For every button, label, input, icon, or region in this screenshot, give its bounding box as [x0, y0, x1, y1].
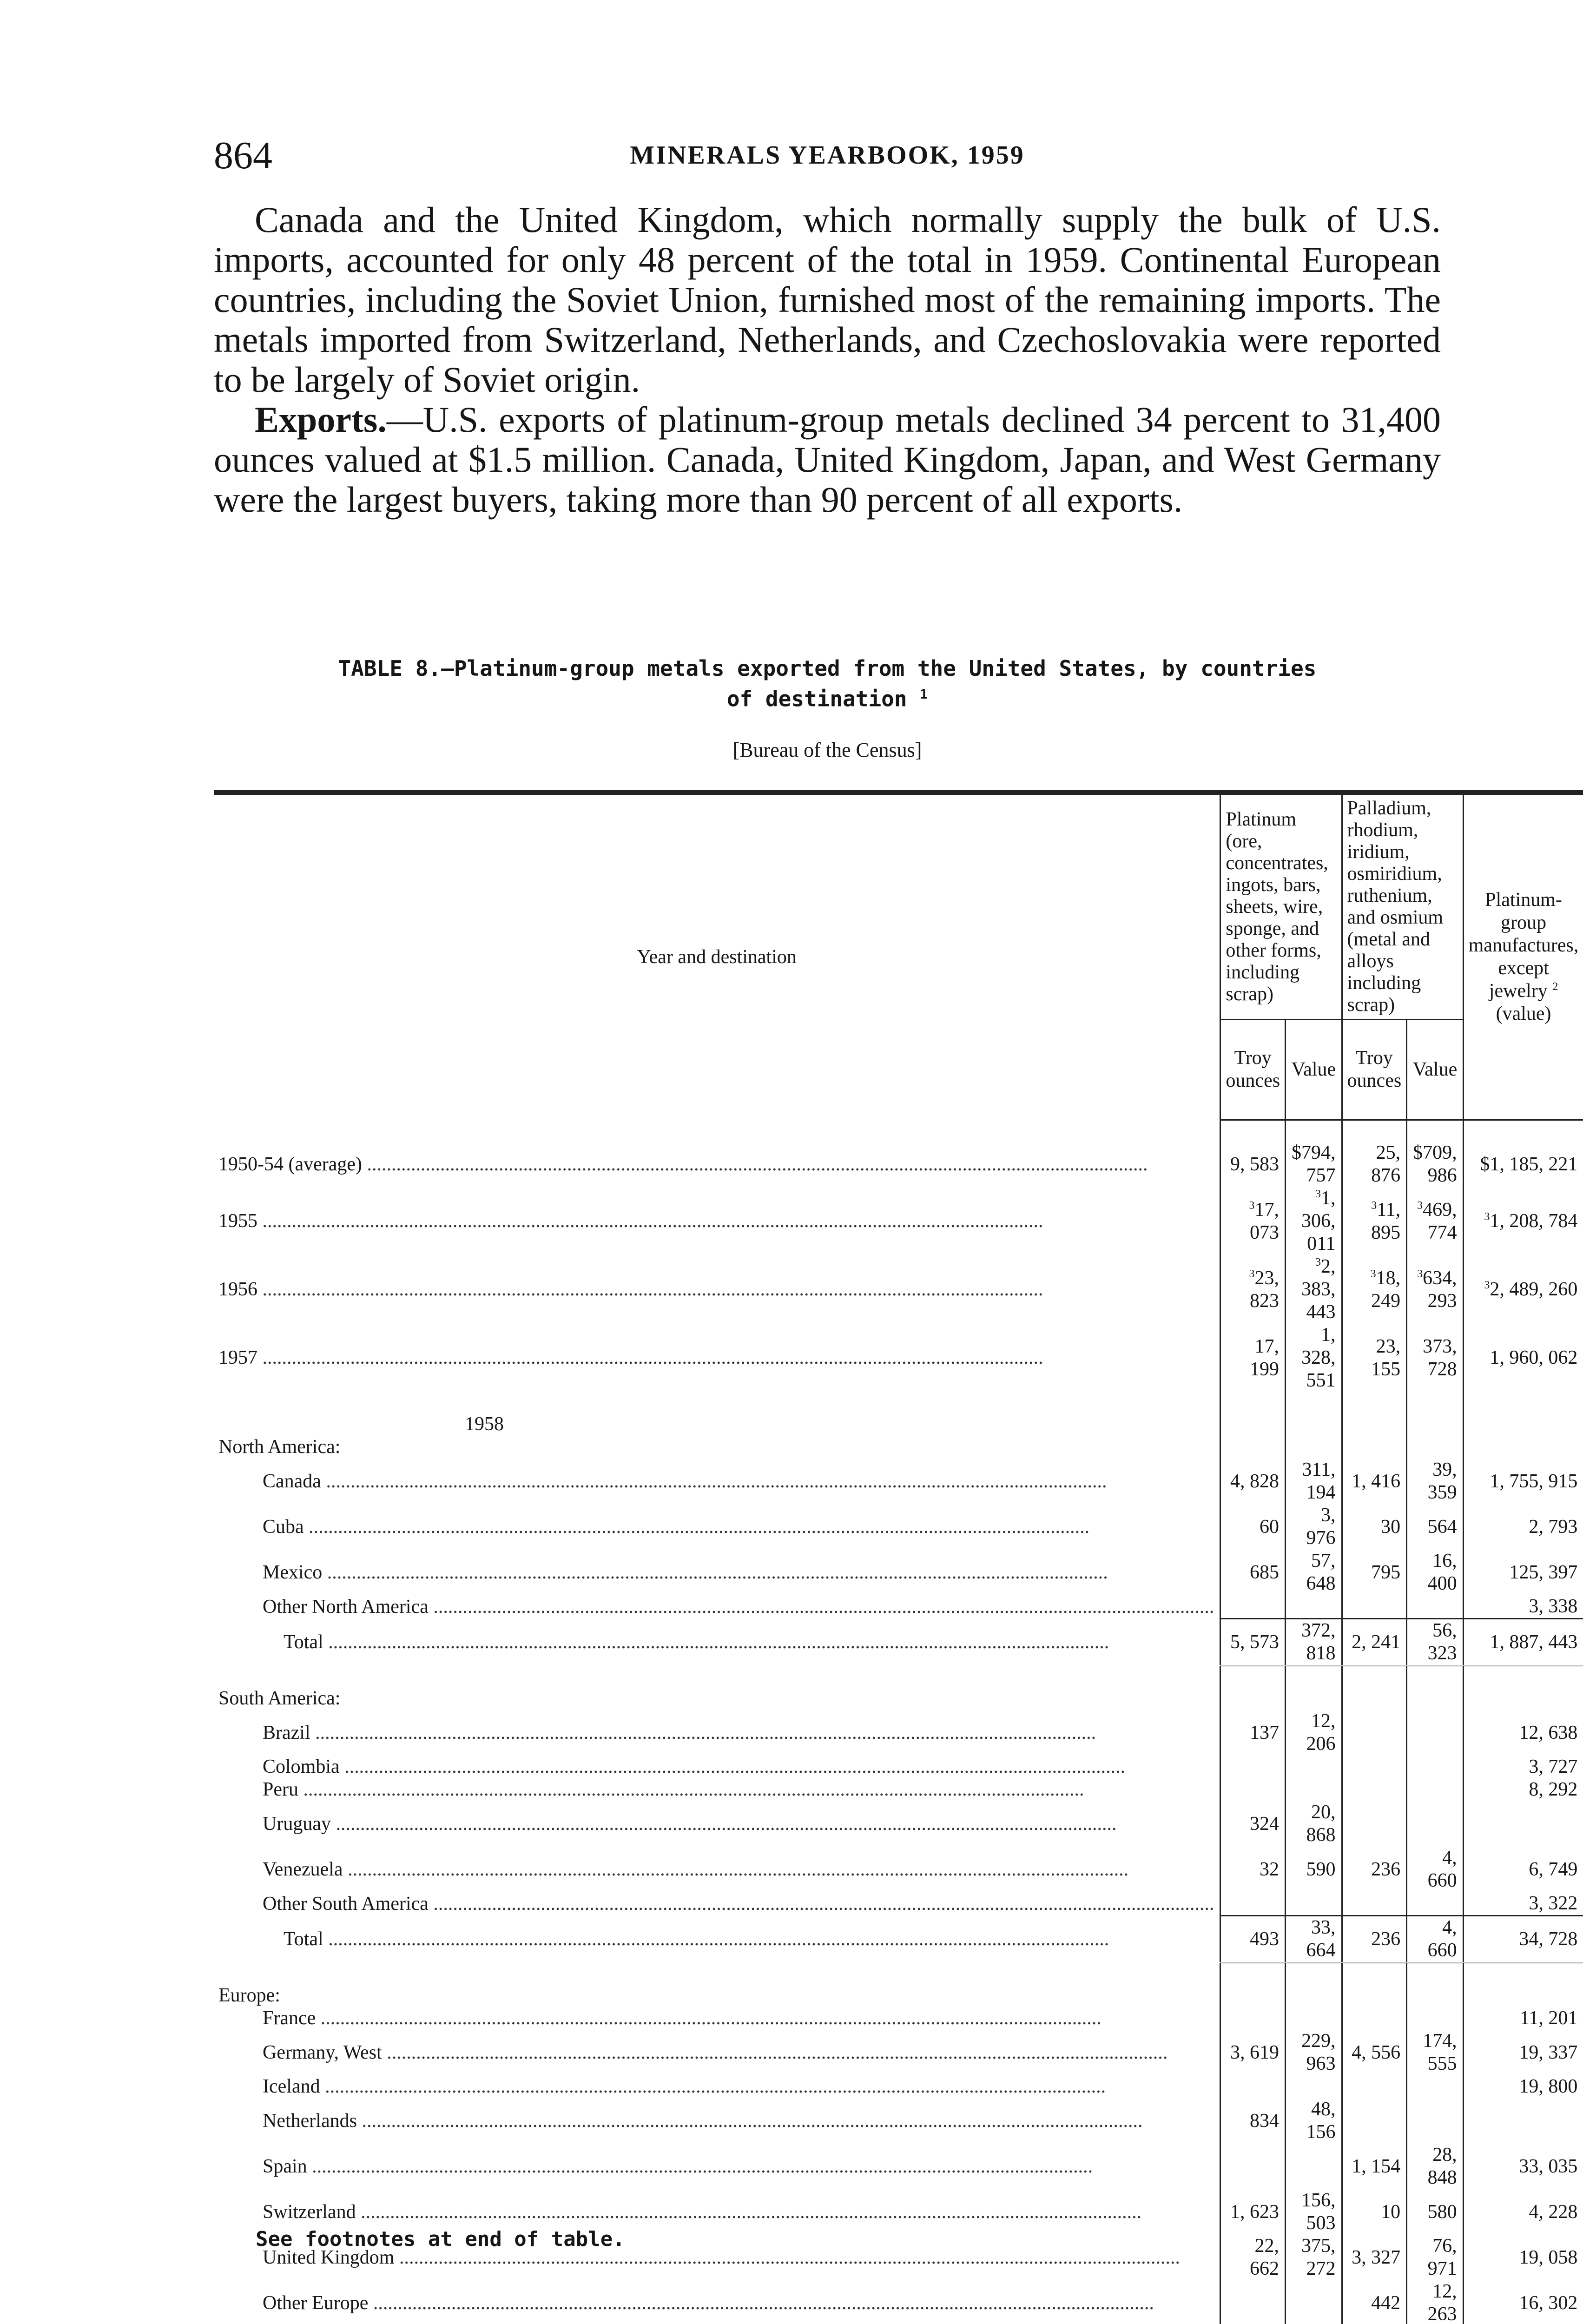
value-cell: 30	[1342, 1504, 1407, 1550]
value-cell: 22, 662	[1220, 2235, 1286, 2280]
value-cell: 229, 963	[1286, 2030, 1342, 2075]
palladium-value-header: Value	[1407, 1020, 1464, 1120]
row-label: 1957	[218, 1347, 257, 1368]
value-cell	[1342, 1595, 1407, 1619]
value-cell: $709, 986	[1407, 1142, 1464, 1187]
caption-footnote: 1	[920, 687, 928, 702]
value-cell: 12, 206	[1286, 1710, 1342, 1756]
value-cell: 493	[1220, 1916, 1286, 1963]
row-label: Canada	[263, 1470, 321, 1492]
row-label: Colombia	[263, 1756, 340, 1777]
value-cell: 580	[1407, 2189, 1464, 2235]
year-row	[214, 1413, 1583, 1436]
footnote-mark: 3	[1417, 1199, 1423, 1212]
leader-dots: ................................................................................................................................................................	[330, 1813, 1117, 1835]
region-label	[214, 1984, 1220, 2007]
value-cell: 20, 868	[1286, 1801, 1342, 1847]
value-cell	[1407, 2007, 1464, 2030]
value-cell: 39, 359	[1407, 1459, 1464, 1504]
value-cell	[1220, 2280, 1286, 2324]
palladium-header: Palladium, rhodium, iridium, osmiridium, ruthenium, and osmium (metal and alloys including scrap)	[1342, 792, 1463, 1020]
value-cell: 795	[1342, 1550, 1407, 1595]
row-label: Peru	[263, 1779, 298, 1800]
value-cell: 1, 887, 443	[1463, 1619, 1583, 1666]
table-body	[214, 1120, 1583, 2324]
value-cell: $^3$18, 249	[1342, 1255, 1407, 1324]
region-total-row	[214, 1619, 1583, 1666]
value-cell: 2, 241	[1342, 1619, 1407, 1666]
value-cell: $^3$469, 774	[1407, 1187, 1464, 1255]
value-cell: 16, 302	[1463, 2280, 1583, 2324]
row-stub	[214, 1504, 1220, 1550]
value-cell: 4, 228	[1463, 2189, 1583, 2235]
value-cell: 125, 397	[1463, 1550, 1583, 1595]
value-cell: 60	[1220, 1504, 1286, 1550]
country-row	[214, 1778, 1583, 1801]
value-cell: 1, 328, 551	[1286, 1324, 1342, 1392]
summary-row	[214, 1142, 1583, 1187]
leader-dots: ................................................................................................................................................................	[339, 1756, 1126, 1777]
value-cell: 372, 818	[1286, 1619, 1342, 1666]
row-stub	[214, 1142, 1220, 1187]
row-stub	[214, 1550, 1220, 1595]
value-cell: 23, 155	[1342, 1324, 1407, 1392]
row-label: Germany, West	[263, 2041, 382, 2063]
value-cell: 25, 876	[1342, 1142, 1407, 1187]
value-cell	[1463, 2098, 1583, 2144]
row-label: 1956	[218, 1279, 257, 1300]
row-label: Other Europe	[263, 2292, 369, 2314]
value-cell: 5, 573	[1220, 1619, 1286, 1666]
leader-dots: ................................................................................................................................................................	[303, 1516, 1090, 1538]
value-cell: 33, 664	[1286, 1916, 1342, 1963]
value-cell: $^3$1, 306, 011	[1286, 1187, 1342, 1255]
country-row	[214, 2030, 1583, 2075]
leader-dots: ................................................................................................................................................................	[257, 1347, 1043, 1368]
value-cell	[1407, 2075, 1464, 2098]
leader-dots: ................................................................................................................................................................	[307, 2155, 1093, 2177]
value-cell: $^3$1, 208, 784	[1463, 1187, 1583, 1255]
leader-dots: ................................................................................................................................................................	[382, 2041, 1168, 2063]
value-cell	[1342, 1801, 1407, 1847]
platinum-value-header: Value	[1286, 1020, 1342, 1120]
value-cell: 236	[1342, 1916, 1407, 1963]
value-cell: $1, 185, 221	[1463, 1142, 1583, 1187]
spacer-row	[214, 1392, 1583, 1413]
value-cell	[1286, 2144, 1342, 2189]
value-cell: 48, 156	[1286, 2098, 1342, 2144]
value-cell: 4, 660	[1407, 1847, 1464, 1892]
value-cell: 10	[1342, 2189, 1407, 2235]
value-cell: 442	[1342, 2280, 1407, 2324]
value-cell	[1342, 1710, 1407, 1756]
value-cell	[1342, 1892, 1407, 1916]
row-label: South America:	[218, 1688, 341, 1709]
value-cell: $^3$2, 489, 260	[1463, 1255, 1583, 1324]
footnote-mark: 3	[1249, 1199, 1255, 1212]
stub-header: Year and destination	[214, 792, 1220, 1120]
country-row	[214, 2098, 1583, 2144]
value-cell: 3, 619	[1220, 2030, 1286, 2075]
country-row	[214, 2280, 1583, 2324]
region-label	[214, 1687, 1220, 1710]
row-stub	[214, 1324, 1220, 1392]
country-row	[214, 1756, 1583, 1778]
value-cell	[1220, 1892, 1286, 1916]
table-caption	[214, 655, 1441, 712]
value-cell: 174, 555	[1407, 2030, 1464, 2075]
value-cell	[1342, 1778, 1407, 1801]
value-cell: 8, 292	[1463, 1778, 1583, 1801]
country-row	[214, 2075, 1583, 2098]
leader-dots: ................................................................................................................................................................	[322, 1561, 1108, 1583]
row-stub	[214, 1187, 1220, 1255]
row-label: Cuba	[263, 1516, 304, 1538]
value-cell: 11, 201	[1463, 2007, 1583, 2030]
row-stub	[214, 1255, 1220, 1324]
value-cell: 4, 556	[1342, 2030, 1407, 2075]
value-cell: 6, 749	[1463, 1847, 1583, 1892]
manufactures-header: Platinum-group manufactures, except jewelry $^2$ (value)	[1463, 792, 1583, 1120]
value-cell: 685	[1220, 1550, 1286, 1595]
table-source: [Bureau of the Census]	[732, 739, 922, 761]
value-cell: 19, 058	[1463, 2235, 1583, 2280]
row-label: 1955	[218, 1210, 257, 1232]
page-number: 864	[214, 134, 272, 177]
row-label: Venezuela	[263, 1858, 343, 1880]
row-stub	[214, 1892, 1220, 1916]
value-cell: 28, 848	[1407, 2144, 1464, 2189]
value-cell	[1220, 1756, 1286, 1778]
manufactures-footnote: 2	[1552, 980, 1558, 993]
summary-row	[214, 1324, 1583, 1392]
row-label: Europe:	[218, 1985, 280, 2006]
body-text	[214, 200, 1441, 520]
footnote-mark: 3	[1315, 1256, 1321, 1268]
leader-dots: ................................................................................................................................................................	[310, 1722, 1096, 1743]
caption-line-2: of destination $^1$	[726, 686, 928, 712]
value-cell	[1407, 1801, 1464, 1847]
row-stub	[214, 2098, 1220, 2144]
value-cell	[1286, 1778, 1342, 1801]
country-row	[214, 1459, 1583, 1504]
leader-dots: ................................................................................................................................................................	[298, 1779, 1084, 1800]
row-label: 1950-54 (average)	[218, 1153, 363, 1175]
leader-dots: ................................................................................................................................................................	[356, 2110, 1143, 2132]
row-label: North America:	[218, 1436, 341, 1458]
value-cell	[1342, 1756, 1407, 1778]
value-cell: 3, 338	[1463, 1595, 1583, 1619]
footnote-mark: 3	[1249, 1268, 1255, 1280]
value-cell: 9, 583	[1220, 1142, 1286, 1187]
value-cell	[1286, 1595, 1342, 1619]
value-cell: 324	[1220, 1801, 1286, 1847]
row-label: Switzerland	[263, 2201, 356, 2223]
value-cell: 1, 623	[1220, 2189, 1286, 2235]
country-row	[214, 1710, 1583, 1756]
row-stub	[214, 2144, 1220, 2189]
value-cell: 33, 035	[1463, 2144, 1583, 2189]
value-cell: 16, 400	[1407, 1550, 1464, 1595]
region-south-america	[214, 1687, 1583, 1710]
value-cell: 236	[1342, 1847, 1407, 1892]
leader-dots: ................................................................................................................................................................	[428, 1893, 1214, 1915]
leader-dots: ................................................................................................................................................................	[368, 2292, 1154, 2314]
exports-heading: Exports.	[255, 399, 387, 440]
row-stub	[214, 2280, 1220, 2324]
row-stub	[214, 1595, 1220, 1619]
footnote-mark: 3	[1417, 1268, 1423, 1280]
spacer-row	[214, 1666, 1583, 1688]
value-cell: 3, 327	[1342, 2235, 1407, 2280]
value-cell: 32	[1220, 1847, 1286, 1892]
row-label: Uruguay	[263, 1813, 331, 1835]
value-cell: 137	[1220, 1710, 1286, 1756]
leader-dots: ................................................................................................................................................................	[394, 2246, 1180, 2268]
country-row	[214, 1550, 1583, 1595]
region-total-row	[214, 1916, 1583, 1963]
region-label	[214, 1436, 1220, 1459]
region-north-america	[214, 1436, 1583, 1459]
value-cell	[1407, 1710, 1464, 1756]
manufactures-unit: (value)	[1496, 1003, 1551, 1024]
value-cell: 56, 323	[1407, 1619, 1464, 1666]
value-cell	[1407, 2098, 1464, 2144]
leader-dots: ................................................................................................................................................................	[321, 1470, 1107, 1492]
value-cell: 34, 728	[1463, 1916, 1583, 1963]
palladium-ounces-header: Troy ounces	[1342, 1020, 1407, 1120]
summary-row	[214, 1255, 1583, 1324]
footnote-reference: See footnotes at end of table.	[256, 2227, 625, 2251]
summary-row	[214, 1187, 1583, 1255]
value-cell	[1407, 1778, 1464, 1801]
footnote-mark: 3	[1371, 1199, 1377, 1212]
leader-dots: ................................................................................................................................................................	[428, 1596, 1214, 1618]
value-cell: 564	[1407, 1504, 1464, 1550]
country-row	[214, 1847, 1583, 1892]
leader-dots: ................................................................................................................................................................	[343, 1858, 1129, 1880]
value-cell: 12, 263	[1407, 2280, 1464, 2324]
row-label: Total	[284, 1928, 323, 1950]
footnote-mark: 3	[1484, 1211, 1490, 1223]
platinum-ounces-header: Troy ounces	[1220, 1020, 1286, 1120]
value-cell	[1407, 1892, 1464, 1916]
value-cell	[1407, 1756, 1464, 1778]
country-row	[214, 2144, 1583, 2189]
value-cell: 19, 337	[1463, 2030, 1583, 2075]
running-head	[214, 133, 1441, 184]
value-cell: 2, 793	[1463, 1504, 1583, 1550]
value-cell	[1220, 2007, 1286, 2030]
paragraph-imports: Canada and the United Kingdom, which normally supply the bulk of U.S. imports, accounted for only 48 percent of the total in 1959. Continental European countries, including the Soviet Union, furnished most of the remaining imports. The metals imported from Switzerland, Netherlands, and Czechoslovakia were reported to be largely of Soviet origin.	[214, 199, 1441, 400]
footnote-mark: 3	[1484, 1279, 1490, 1291]
country-row	[214, 2007, 1583, 2030]
value-cell	[1342, 2075, 1407, 2098]
page	[214, 0, 1579, 2324]
leader-dots: ................................................................................................................................................................	[257, 1279, 1043, 1300]
row-stub	[214, 2075, 1220, 2098]
value-cell: $^3$17, 073	[1220, 1187, 1286, 1255]
value-cell: 1, 416	[1342, 1459, 1407, 1504]
exports-text: —U.S. exports of platinum-group metals declined 34 percent to 31,400 ounces valued at $1.5 million. Canada, United Kingdom, Japan, and West Germany were the largest buyers, taking more than 90 percent of all exports.	[214, 399, 1441, 520]
leader-dots: ................................................................................................................................................................	[323, 1928, 1109, 1950]
row-stub	[214, 1619, 1220, 1666]
value-cell	[1342, 2007, 1407, 2030]
value-cell: 373, 728	[1407, 1324, 1464, 1392]
value-cell: 375, 272	[1286, 2235, 1342, 2280]
row-label: Other North America	[263, 1596, 429, 1618]
value-cell: 4, 828	[1220, 1459, 1286, 1504]
value-cell: $^3$2, 383, 443	[1286, 1255, 1342, 1324]
value-cell	[1220, 1778, 1286, 1801]
country-row	[214, 1801, 1583, 1847]
row-stub	[214, 1756, 1220, 1778]
value-cell: $794, 757	[1286, 1142, 1342, 1187]
leader-dots: ................................................................................................................................................................	[257, 1210, 1043, 1232]
row-stub	[214, 2030, 1220, 2075]
value-cell: 3, 727	[1463, 1756, 1583, 1778]
journal-title: MINERALS YEARBOOK, 1959	[630, 141, 1025, 170]
value-cell: 19, 800	[1463, 2075, 1583, 2098]
leader-dots: ................................................................................................................................................................	[356, 2201, 1142, 2223]
row-stub	[214, 1710, 1220, 1756]
platinum-header: Platinum (ore, concentrates, ingots, bars, sheets, wire, sponge, and other forms, including scrap)	[1220, 792, 1342, 1020]
year-label: 1958	[465, 1413, 504, 1435]
value-cell	[1220, 1595, 1286, 1619]
value-cell	[1286, 2007, 1342, 2030]
value-cell	[1220, 2075, 1286, 2098]
row-label: Mexico	[263, 1561, 323, 1583]
row-label: Total	[284, 1631, 323, 1653]
leader-dots: ................................................................................................................................................................	[323, 1631, 1109, 1653]
paragraph-exports	[214, 400, 1441, 520]
value-cell	[1407, 1595, 1464, 1619]
value-cell	[1286, 2280, 1342, 2324]
row-label: Other South America	[263, 1893, 429, 1915]
leader-dots: ................................................................................................................................................................	[362, 1153, 1148, 1175]
value-cell	[1286, 1892, 1342, 1916]
row-stub	[214, 1459, 1220, 1504]
row-label: Brazil	[263, 1722, 310, 1743]
exports-table	[214, 790, 1583, 2324]
value-cell: 1, 960, 062	[1463, 1324, 1583, 1392]
value-cell	[1220, 2144, 1286, 2189]
row-stub	[214, 1778, 1220, 1801]
country-row	[214, 1595, 1583, 1619]
value-cell: 311, 194	[1286, 1459, 1342, 1504]
value-cell: 57, 648	[1286, 1550, 1342, 1595]
row-stub	[214, 1847, 1220, 1892]
country-row	[214, 1892, 1583, 1916]
row-stub	[214, 2007, 1220, 2030]
value-cell: 3, 976	[1286, 1504, 1342, 1550]
value-cell	[1463, 1801, 1583, 1847]
value-cell: 12, 638	[1463, 1710, 1583, 1756]
region-europe	[214, 1984, 1583, 2007]
row-label: Netherlands	[263, 2110, 357, 2132]
value-cell: $^3$634, 293	[1407, 1255, 1464, 1324]
value-cell: 1, 755, 915	[1463, 1459, 1583, 1504]
country-row	[214, 1504, 1583, 1550]
value-cell: 156, 503	[1286, 2189, 1342, 2235]
row-label: Iceland	[263, 2076, 320, 2097]
value-cell	[1286, 2075, 1342, 2098]
value-cell: 76, 971	[1407, 2235, 1464, 2280]
value-cell: 834	[1220, 2098, 1286, 2144]
footnote-mark: 3	[1370, 1268, 1376, 1280]
value-cell: $^3$23, 823	[1220, 1255, 1286, 1324]
value-cell	[1342, 2098, 1407, 2144]
value-cell	[1286, 1756, 1342, 1778]
leader-dots: ................................................................................................................................................................	[316, 2007, 1102, 2029]
value-cell: 3, 322	[1463, 1892, 1583, 1916]
row-label: Spain	[263, 2155, 307, 2177]
row-label: United Kingdom	[263, 2246, 395, 2268]
value-cell: 4, 660	[1407, 1916, 1464, 1963]
footnote-mark: 3	[1315, 1188, 1321, 1200]
row-stub	[214, 1916, 1220, 1963]
spacer-row	[214, 1963, 1583, 1985]
value-cell: $^3$11, 895	[1342, 1187, 1407, 1255]
value-cell: 1, 154	[1342, 2144, 1407, 2189]
row-label: France	[263, 2007, 316, 2029]
spacer-row	[214, 1120, 1583, 1142]
value-cell: 590	[1286, 1847, 1342, 1892]
leader-dots: ................................................................................................................................................................	[320, 2076, 1106, 2097]
value-cell: 17, 199	[1220, 1324, 1286, 1392]
caption-line-1: TABLE 8.—Platinum-group metals exported from the United States, by countries	[338, 656, 1317, 681]
row-stub	[214, 1801, 1220, 1847]
